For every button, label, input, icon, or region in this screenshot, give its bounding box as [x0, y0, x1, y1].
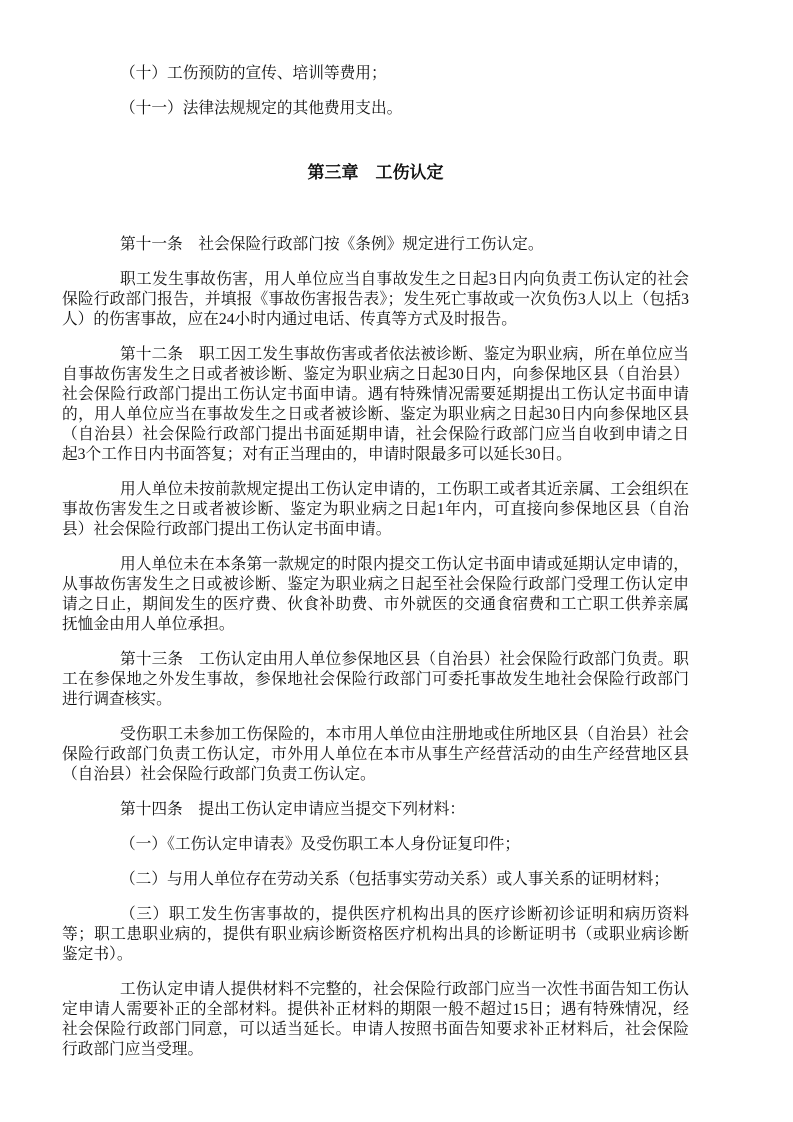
article-12-paragraph-3: 用人单位未在本条第一款规定的时限内提交工伤认定书面申请或延期认定申请的，从事故伤害发生之日或被诊断、鉴定为职业病之日起至社会保险行政部门受理工伤认定申请之日止，期间发生的医疗费、伙食补助费、市外就医的交通食宿费和工亡职工供养亲属抚恤金由用人单位承担。 — [62, 556, 689, 633]
article-14-item-3: （三）职工发生伤害事故的，提供医疗机构出具的医疗诊断初诊证明和病历资料等；职工患职业病的，提供有职业病诊断资格医疗机构出具的诊断证明书（或职业病诊断鉴定书）。 — [62, 906, 689, 963]
document-content — [62, 64, 689, 1060]
article-14-clause: 第十四条 提出工伤认定申请应当提交下列材料： — [120, 801, 466, 818]
article-14-item-1: （一）《工伤认定申请表》及受伤职工本人身份证复印件； — [120, 836, 521, 853]
chapter-heading: 第三章 工伤认定 — [307, 163, 444, 182]
article-14-paragraph-final: 工伤认定申请人提供材料不完整的，社会保险行政部门应当一次性书面告知工伤认定申请人需要补正的全部材料。提供补正材料的期限一般不超过15日；遇有特殊情况，经社会保险行政部门同意，可以适当延长。申请人按照书面告知要求补正材料后，社会保险行政部门应当受理。 — [62, 981, 689, 1058]
article-13-paragraph-2: 受伤职工未参加工伤保险的，本市用人单位由注册地或住所地区县（自治县）社会保险行政部门负责工伤认定，市外用人单位在本市从事生产经营活动的由生产经营地区县（自治县）社会保险行政部门负责工伤认定。 — [62, 726, 689, 783]
article-14-item-2: （二）与用人单位存在劳动关系（包括事实劳动关系）或人事关系的证明材料； — [120, 871, 670, 888]
list-item-11: （十一）法律法规规定的其他费用支出。 — [120, 100, 403, 117]
article-11-paragraph: 职工发生事故伤害，用人单位应当自事故发生之日起3日内向负责工伤认定的社会保险行政部门报告，并填报《事故伤害报告表》；发生死亡事故或一次负伤3人以上（包括3人）的伤害事故，应在24小时内通过电话、传真等方式及时报告。 — [62, 271, 689, 328]
article-11-clause: 第十一条 社会保险行政部门按《条例》规定进行工伤认定。 — [120, 236, 544, 253]
article-13-clause: 第十三条 工伤认定由用人单位参保地区县（自治县）社会保险行政部门负责。职工在参保地之外发生事故，参保地社会保险行政部门可委托事故发生地社会保险行政部门进行调查核实。 — [62, 651, 689, 708]
list-item-10: （十）工伤预防的宣传、培训等费用； — [120, 65, 387, 82]
article-12-paragraph-2: 用人单位未按前款规定提出工伤认定申请的，工伤职工或者其近亲属、工会组织在事故伤害发生之日或者被诊断、鉴定为职业病之日起1年内，可直接向参保地区县（自治县）社会保险行政部门提出工伤认定书面申请。 — [62, 481, 689, 538]
article-12-clause: 第十二条 职工因工发生事故伤害或者依法被诊断、鉴定为职业病，所在单位应当自事故伤害发生之日或者被诊断、鉴定为职业病之日起30日内，向参保地区县（自治县）社会保险行政部门提出工伤认定书面申请。遇有特殊情况需要延期提出工伤认定书面申请的，用人单位应当在事故发生之日或者被诊断、鉴定为职业病之日起30日内向参保地区县（自治县）社会保险行政部门提出书面延期申请，社会保险行政部门应当自收到申请之日起3个工作日内书面答复；对有正当理由的，申请时限最多可以延长30日。 — [62, 346, 689, 463]
